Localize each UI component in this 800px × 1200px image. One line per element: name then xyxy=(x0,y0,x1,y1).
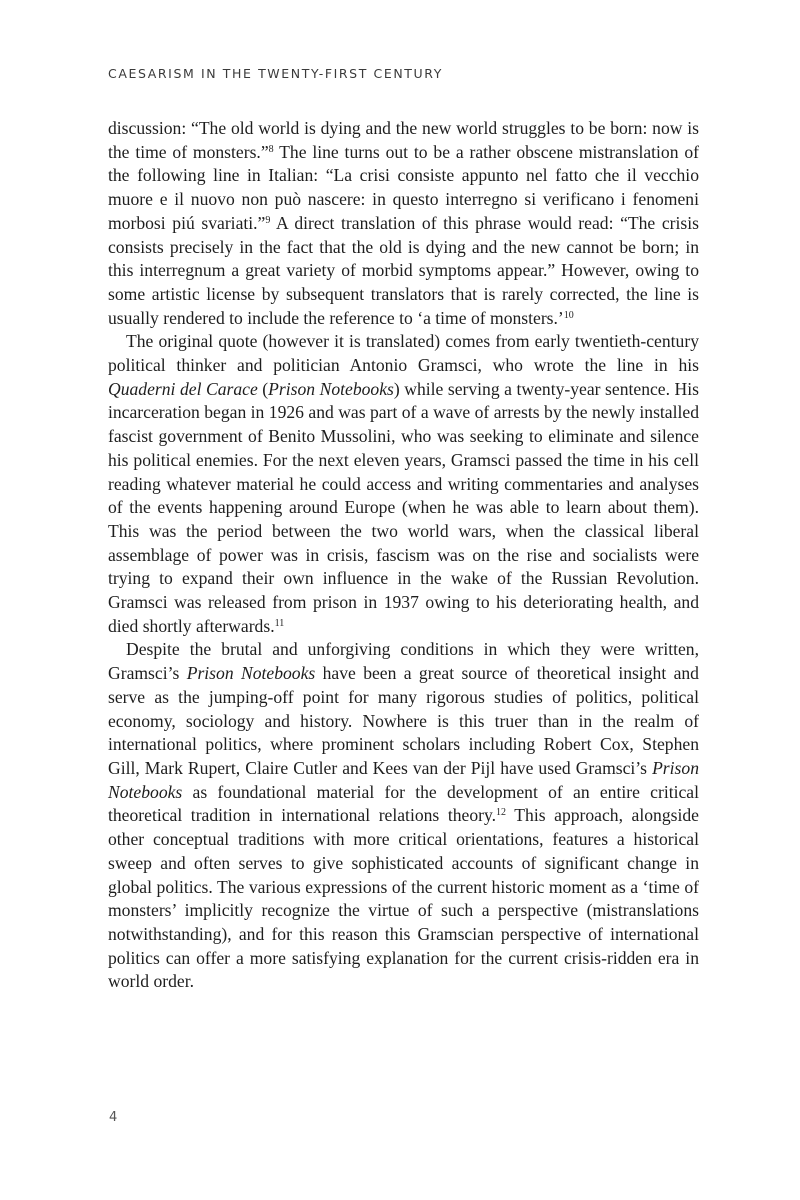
paragraph xyxy=(108,117,699,330)
text-run: This approach, alongside other conceptual traditions with more critical orientations, features a historical sweep and often serves to give sophisticated accounts of significant change in global politics. The various expressions of the current historic moment as a ‘time of monsters’ implicitly recognize the virtue of such a perspective (mistranslations notwithstanding), and for this reason this Gramscian perspective of international politics can offer a more satisfying explanation for the current crisis-ridden era in world order. xyxy=(108,805,699,992)
italic-title: Prison Notebooks xyxy=(108,757,699,802)
text-run: have been a great source of theoretical insight and serve as the jumping-off point for many rigorous studies of politics, political economy, sociology and history. Nowhere is this truer than in the realm of international politics, where prominent scholars including Robert Cox, Stephen Gill, Mark Rupert, Claire Cutler and Kees van der Pijl have used Gramsci’s xyxy=(108,663,699,778)
text-run: as foundational material for the development of an entire critical theoretical tradition in international relations theory. xyxy=(108,781,699,826)
text-run: ) while serving a twenty-year sentence. His incarceration began in 1926 and was part of a wave of arrests by the newly installed fascist government of Benito Mussolini, who was seeking to eliminate and silence his political enemies. For the next eleven years, Gramsci passed the time in his cell reading whatever material he could access and writing commentaries and analyses of the events happening around Europe (when he was able to learn about them). This was the period between the two world wars, when the classical liberal assemblage of power was in crisis, fascism was on the rise and socialists were trying to expand their own influence in the wake of the Russian Revolution. Gramsci was released from prison in 1937 owing to his deteriorating health, and died shortly afterwards. xyxy=(108,378,699,636)
paragraph xyxy=(108,638,699,994)
italic-title: Prison Notebooks xyxy=(268,378,394,399)
footnote-reference: 11 xyxy=(274,617,285,629)
text-run: The original quote (however it is translated) comes from early twentieth-century political thinker and politician Antonio Gramsci, who wrote the line in his xyxy=(108,331,699,376)
text-run: Despite the brutal and unforgiving conditions in which they were written, Gramsci’s xyxy=(108,639,699,684)
italic-title: Prison Notebooks xyxy=(186,663,316,684)
text-run: discussion: “The old world is dying and the new world struggles to be born: now is the time of monsters.” xyxy=(108,118,699,162)
paragraph xyxy=(108,330,699,638)
footnote-reference: 12 xyxy=(496,807,507,819)
footnote-reference: 10 xyxy=(563,309,574,321)
running-head: CAESARISM IN THE TWENTY-FIRST CENTURY xyxy=(108,66,444,81)
italic-title: Quaderni del Carace xyxy=(108,378,258,399)
body-text xyxy=(108,117,699,994)
page-number: 4 xyxy=(109,1110,118,1125)
text-run: The line turns out to be a rather obscene mistranslation of the following line in Italian: “La crisi consiste appunto nel fatto che il vecchio muore e il nuovo non può nascere: in questo interregno si verificano i fenomeni morbosi piú svariati.” xyxy=(108,141,699,233)
text-run: ( xyxy=(257,378,269,399)
footnote-reference: 9 xyxy=(265,214,271,226)
footnote-reference: 8 xyxy=(268,143,274,155)
text-run: A direct translation of this phrase would read: “The crisis consists precisely in the fact that the old is dying and the new cannot be born; in this interregnum a great variety of morbid symptoms appear.” However, owing to some artistic license by subsequent translators that is rarely corrected, the line is usually rendered to include the reference to ‘a time of monsters.’ xyxy=(108,212,699,328)
